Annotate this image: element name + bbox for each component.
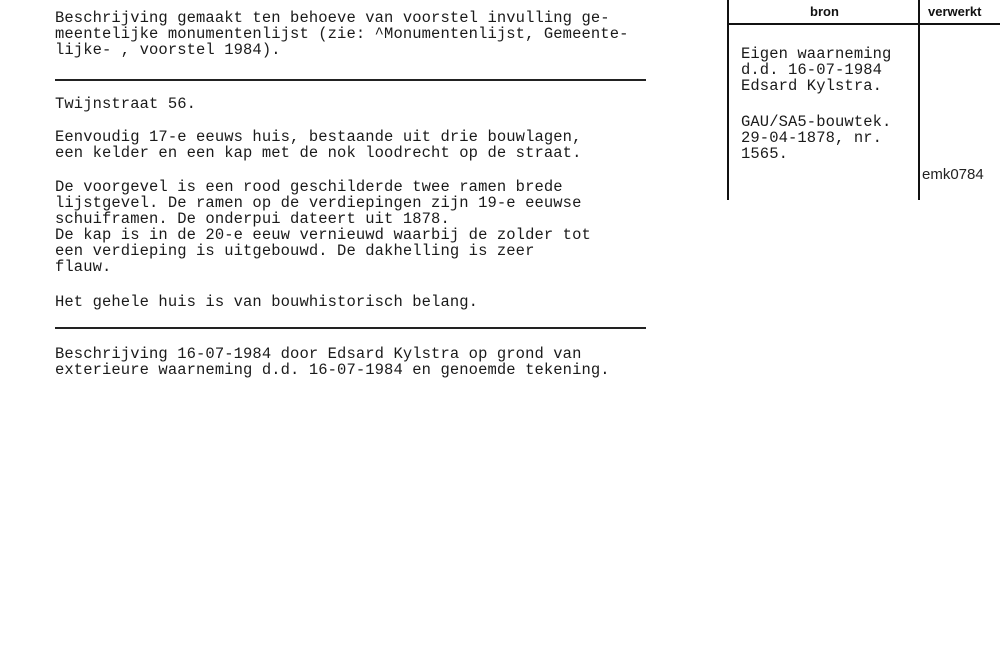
table-column-divider bbox=[918, 0, 920, 200]
processed-code: emk0784 bbox=[922, 166, 984, 183]
address: Twijnstraat 56. bbox=[55, 95, 197, 113]
source-entry: Eigen waarneming d.d. 16-07-1984 Edsard Kylstra. bbox=[741, 45, 892, 95]
source-entry: GAU/SA5-bouwtek. 29-04-1878, nr. 1565. bbox=[741, 113, 892, 163]
header-verwerkt: verwerkt bbox=[928, 4, 982, 19]
table-header-rule bbox=[727, 23, 1000, 25]
table-left-border bbox=[727, 0, 729, 200]
separator-top bbox=[55, 79, 646, 81]
footer-text: Beschrijving 16-07-1984 door Edsard Kylstra op grond van exterieure waarneming d.d. 16-07-1984 en genoemde tekening. bbox=[55, 345, 610, 379]
description-paragraph: De voorgevel is een rood geschilderde twee ramen brede lijstgevel. De ramen op de verdiepingen zijn 19-e eeuwse schuiframen. De onderpui dateert uit 1878. De kap is in de 20-e eeuw vernieuwd waarbij de zolder tot een verdieping is uitgebouwd. De dakhelling is zeer flauw. bbox=[55, 178, 591, 276]
separator-bottom bbox=[55, 327, 646, 329]
description-paragraph: Eenvoudig 17-e eeuws huis, bestaande uit drie bouwlagen, een kelder en een kap met de nok loodrecht op de straat. bbox=[55, 128, 582, 162]
description-paragraph: Het gehele huis is van bouwhistorisch belang. bbox=[55, 293, 479, 311]
intro-text: Beschrijving gemaakt ten behoeve van voorstel invulling ge- meentelijke monumentenlijst (zie: ^Monumentenlijst, Gemeente- lijke- , voorstel 1984). bbox=[55, 9, 629, 59]
header-bron: bron bbox=[810, 4, 839, 19]
